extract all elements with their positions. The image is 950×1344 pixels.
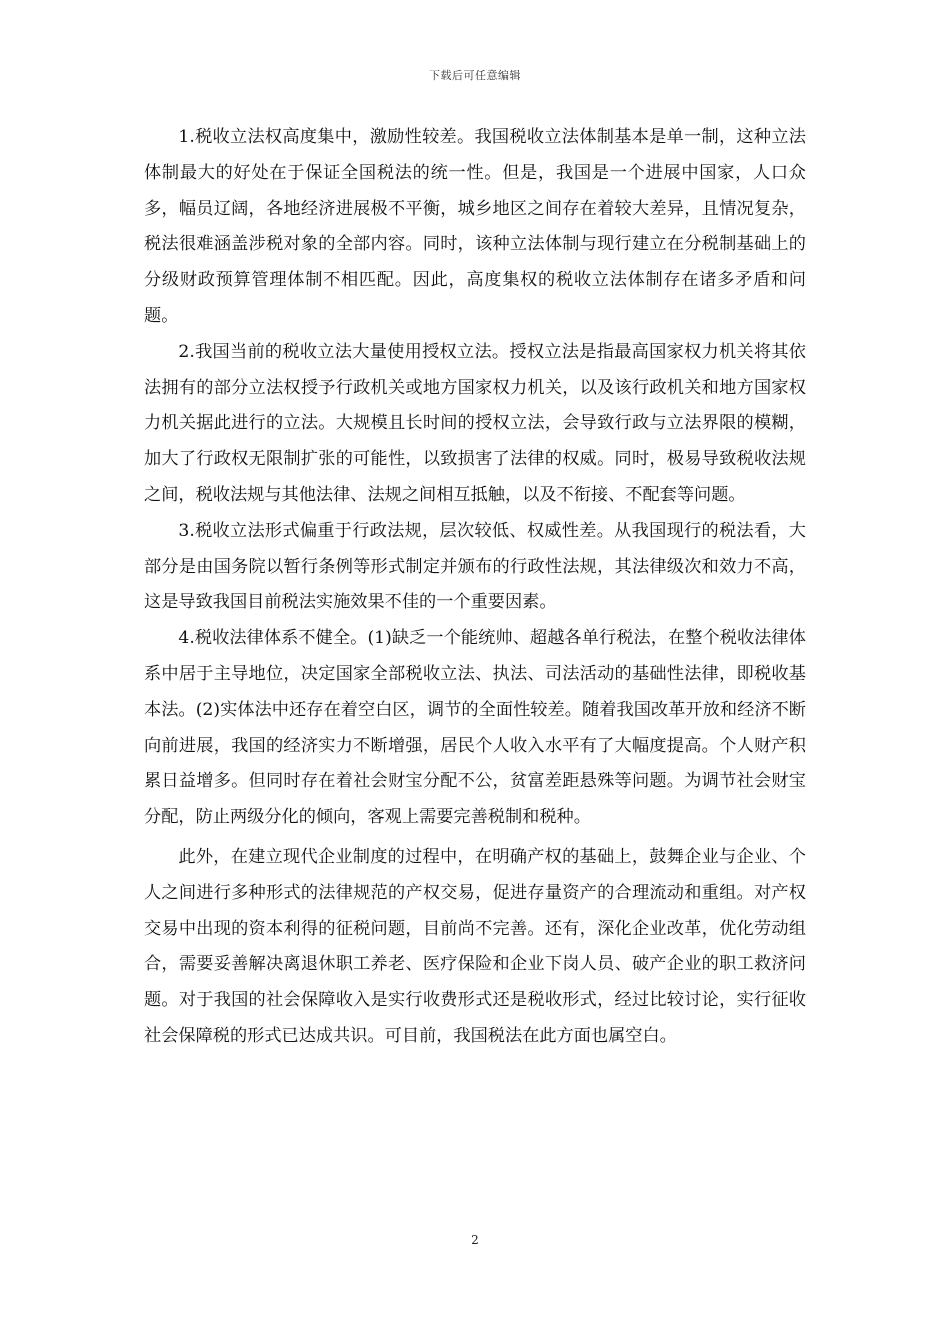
paragraph-5: 此外，在建立现代企业制度的过程中，在明确产权的基础上，鼓舞企业与企业、个人之间进行多种形式的法律规范的产权交易，促进存量资产的合理流动和重组。对产权交易中出现的资本利得的征税问题，目前尚不完善。还有，深化企业改革，优化劳动组合，需要妥善解决离退休职工养老、医疗保险和企业下岗人员、破产企业的职工救济问题。对于我国的社会保障收入是实行收费形式还是税收形式，经过比较讨论，实行征收社会保障税的形式已达成共识。可目前，我国税法在此方面也属空白。 <box>144 846 806 1046</box>
document-body <box>144 120 806 1055</box>
page-number: 2 <box>471 1233 479 1247</box>
paragraph-2: 2.我国当前的税收立法大量使用授权立法。授权立法是指最高国家权力机关将其依法拥有的部分立法权授予行政机关或地方国家权力机关，以及该行政机关和地方国家权力机关据此进行的立法。大规模且长时间的授权立法，会导致行政与立法界限的模糊，加大了行政权无限制扩张的可能性，以致损害了法律的权威。同时，极易导致税收法规之间，税收法规与其他法律、法规之间相互抵触，以及不衔接、不配套等问题。 <box>144 341 806 505</box>
page-header-note: 下载后可任意编辑 <box>429 69 521 82</box>
paragraph-3: 3.税收立法形式偏重于行政法规，层次较低、权威性差。从我国现行的税法看，大部分是由国务院以暂行条例等形式制定并颁布的行政性法规，其法律级次和效力不高，这是导致我国目前税法实施效果不佳的一个重要因素。 <box>144 520 806 613</box>
paragraph-4: 4.税收法律体系不健全。(1)缺乏一个能统帅、超越各单行税法，在整个税收法律体系中居于主导地位，决定国家全部税收立法、执法、司法活动的基础性法律，即税收基本法。(2)实体法中还存在着空白区，调节的全面性较差。随着我国改革开放和经济不断向前进展，我国的经济实力不断增强，居民个人收入水平有了大幅度提高。个人财产积累日益增多。但同时存在着社会财宝分配不公，贫富差距悬殊等问题。为调节社会财宝分配，防止两级分化的倾向，客观上需要完善税制和税种。 <box>144 628 806 828</box>
paragraph-1: 1.税收立法权高度集中，激励性较差。我国税收立法体制基本是单一制，这种立法体制最大的好处在于保证全国税法的统一性。但是，我国是一个进展中国家，人口众多，幅员辽阔，各地经济进展极不平衡，城乡地区之间存在着较大差异，且情况复杂，税法很难涵盖涉税对象的全部内容。同时，该种立法体制与现行建立在分税制基础上的分级财政预算管理体制不相匹配。因此，高度集权的税收立法体制存在诸多矛盾和问题。 <box>144 127 806 326</box>
